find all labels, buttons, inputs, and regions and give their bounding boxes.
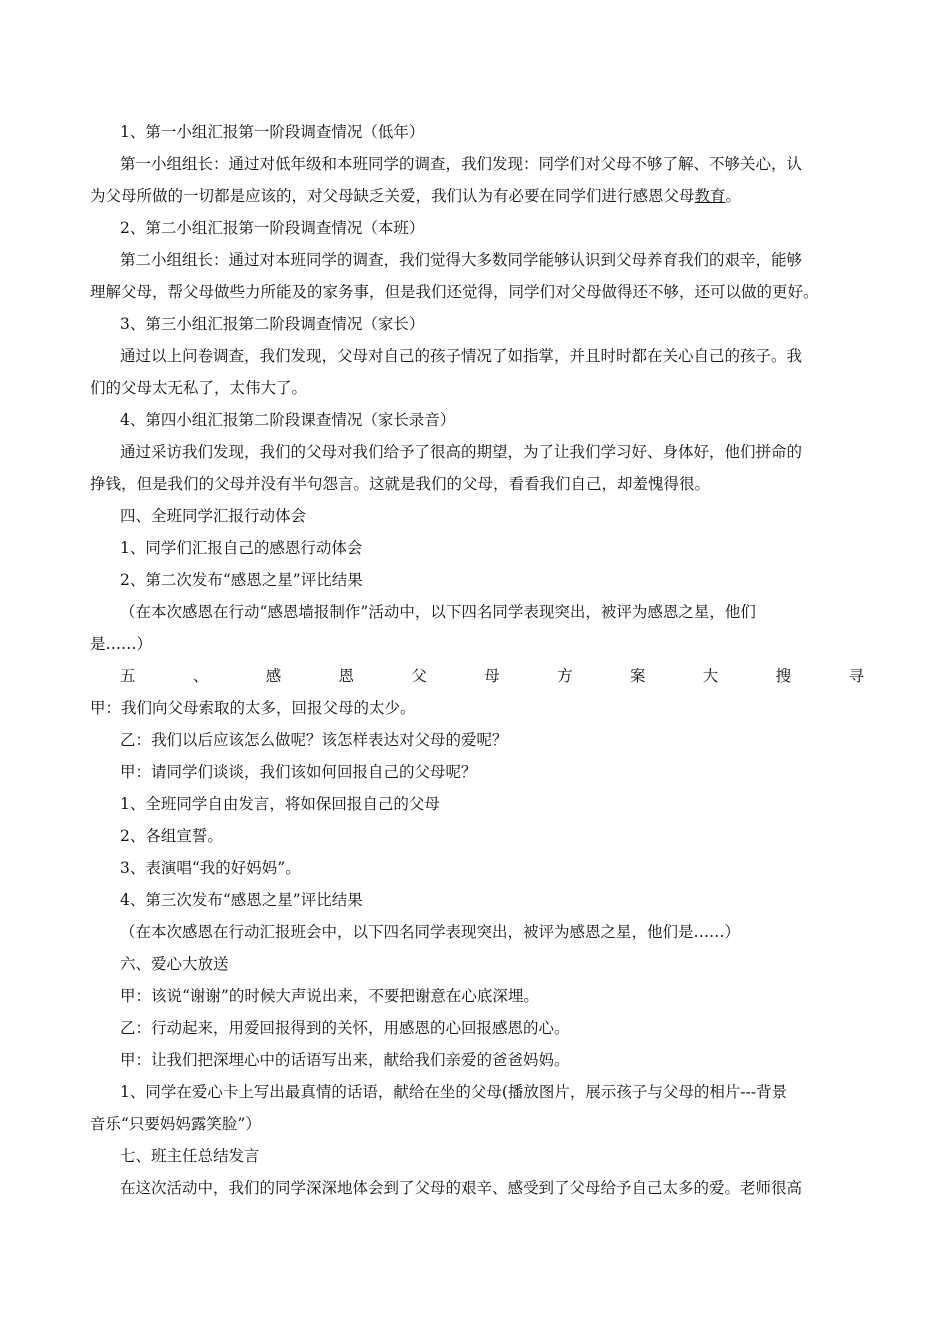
paragraph-line: 音乐“只要妈妈露笑脸”） — [90, 1115, 261, 1133]
section-heading: 六、爱心大放送 — [120, 955, 229, 973]
paragraph-line: （在本次感恩在行动“感恩墙报制作”活动中，以下四名同学表现突出，被评为感恩之星，他们 — [120, 603, 756, 621]
list-item: 1、全班同学自由发言，将如保回报自己的父母 — [120, 795, 440, 813]
list-item: 3、表演唱“我的好妈妈”。 — [120, 859, 301, 877]
section-heading: 1、第一小组汇报第一阶段调查情况（低年） — [120, 123, 425, 141]
paragraph-line: 是……） — [90, 635, 153, 653]
paragraph-line: （在本次感恩在行动汇报班会中，以下四名同学表现突出，被评为感恩之星，他们是……） — [120, 923, 741, 941]
list-item: 1、同学在爱心卡上写出最真情的话语，献给在坐的父母(播放图片，展示孩子与父母的相片---背景 — [120, 1083, 788, 1101]
dialogue-line: 甲：该说“谢谢”的时候大声说出来，不要把谢意在心底深埋。 — [120, 987, 539, 1005]
education-link[interactable]: 教育 — [694, 187, 726, 205]
section-heading: 七、班主任总结发言 — [120, 1147, 260, 1165]
paragraph-line: 第一小组组长：通过对低年级和本班同学的调查，我们发现：同学们对父母不够了解、不够关心，认 — [120, 155, 803, 173]
section-heading: 2、第二小组汇报第一阶段调查情况（本班） — [120, 219, 425, 237]
dialogue-line: 甲：让我们把深埋心中的话语写出来，献给我们亲爱的爸爸妈妈。 — [120, 1051, 570, 1069]
paragraph-line: 第二小组组长：通过对本班同学的调查，我们觉得大多数同学能够认识到父母养育我们的艰辛，能够 — [120, 251, 803, 269]
paragraph-line: 通过以上问卷调查，我们发现，父母对自己的孩子情况了如指掌，并且时时都在关心自己的孩子。我 — [120, 347, 803, 365]
section-heading: 4、第四小组汇报第二阶段课查情况（家长录音） — [120, 411, 456, 429]
dialogue-line: 乙：行动起来，用爱回报得到的关怀，用感恩的心回报感恩的心。 — [120, 1019, 570, 1037]
paragraph-line: 们的父母太无私了，太伟大了。 — [90, 379, 308, 397]
section-heading: 3、第三小组汇报第二阶段调查情况（家长） — [120, 315, 425, 333]
paragraph-line: 理解父母，帮父母做些力所能及的家务事，但是我们还觉得，同学们对父母做得还不够，还可以做的更好。 — [90, 283, 819, 301]
dialogue-line: 乙：我们以后应该怎么做呢？该怎样表达对父母的爱呢？ — [120, 731, 508, 749]
dialogue-line: 甲：我们向父母索取的太多，回报父母的太少。 — [90, 699, 416, 717]
list-item: 2、各组宣誓。 — [120, 827, 223, 845]
list-item: 1、同学们汇报自己的感恩行动体会 — [120, 539, 363, 557]
paragraph-line: 挣钱，但是我们的父母并没有半句怨言。这就是我们的父母，看看我们自己，却羞愧得很。 — [90, 475, 711, 493]
section-heading: 四、全班同学汇报行动体会 — [120, 507, 307, 525]
list-item: 4、第三次发布“感恩之星”评比结果 — [120, 891, 363, 909]
paragraph-line: 通过采访我们发现，我们的父母对我们给予了很高的期望，为了让我们学习好、身体好，他们拼命的 — [120, 443, 803, 461]
section-heading-spread: 五 、 感 恩 父 母 方 案 大 搜 寻 — [120, 667, 864, 685]
paragraph-line: 在这次活动中，我们的同学深深地体会到了父母的艰辛、感受到了父母给予自己太多的爱。老师很高 — [120, 1179, 803, 1197]
dialogue-line: 甲：请同学们谈谈，我们该如何回报自己的父母呢？ — [120, 763, 477, 781]
list-item: 2、第二次发布“感恩之星”评比结果 — [120, 571, 363, 589]
paragraph-line: 为父母所做的一切都是应该的，对父母缺乏关爱，我们认为有必要在同学们进行感恩父母教育。 — [90, 187, 742, 205]
